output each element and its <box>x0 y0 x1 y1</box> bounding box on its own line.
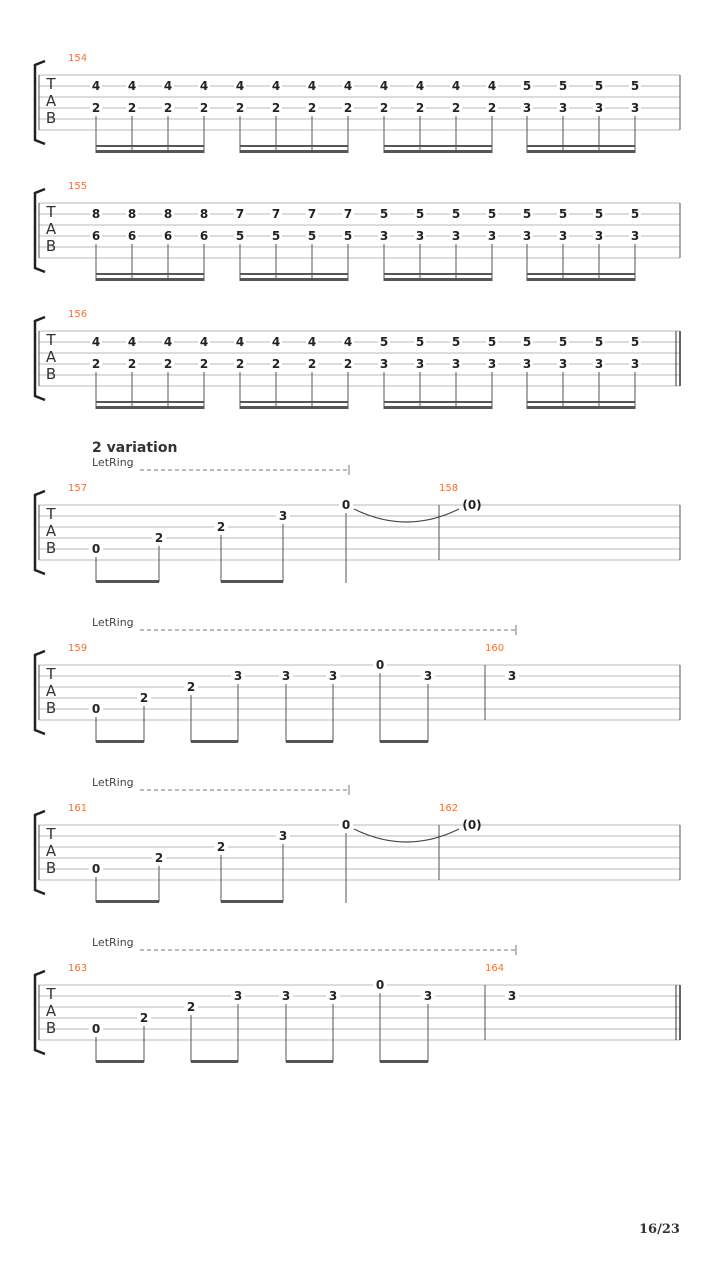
fret-number: 5 <box>594 79 604 93</box>
fret-number: 2 <box>127 357 137 371</box>
system-bracket <box>35 811 45 894</box>
fret-number: 5 <box>271 229 281 243</box>
fret-number: 5 <box>558 79 568 93</box>
fret-number: 4 <box>235 335 245 349</box>
measure-number: 156 <box>68 309 88 320</box>
fret-number: 3 <box>507 989 517 1003</box>
fret-number: (0) <box>462 818 482 832</box>
fret-number: (0) <box>462 498 482 512</box>
fret-number: 5 <box>451 207 461 221</box>
beam <box>527 150 635 153</box>
tab-clef-letter: B <box>45 109 57 127</box>
let-ring-label: LetRing <box>92 616 134 629</box>
beam <box>527 273 635 275</box>
beam <box>96 580 159 583</box>
beam <box>240 145 348 147</box>
fret-number: 2 <box>186 680 196 694</box>
fret-number: 3 <box>451 229 461 243</box>
fret-number: 2 <box>235 101 245 115</box>
fret-number: 2 <box>154 851 164 865</box>
beam <box>384 145 492 147</box>
measure-number: 164 <box>485 963 505 974</box>
system-bracket <box>35 317 45 400</box>
tab-clef-letter: A <box>45 682 57 700</box>
beam <box>96 150 204 153</box>
beam <box>380 740 428 743</box>
fret-number: 2 <box>163 101 173 115</box>
fret-number: 3 <box>328 989 338 1003</box>
measure-number: 154 <box>68 53 88 64</box>
tab-clef-letter: A <box>45 522 57 540</box>
measure-number: 157 <box>68 483 88 494</box>
fret-number: 0 <box>375 658 385 672</box>
fret-number: 2 <box>91 101 101 115</box>
beam <box>96 401 204 403</box>
fret-number: 2 <box>186 1000 196 1014</box>
fret-number: 5 <box>235 229 245 243</box>
tab-clef-letter: T <box>46 505 56 523</box>
beam <box>240 273 348 275</box>
fret-number: 0 <box>91 542 101 556</box>
fret-number: 4 <box>271 335 281 349</box>
beam <box>96 740 144 743</box>
tab-clef-letter: T <box>46 825 56 843</box>
fret-number: 5 <box>522 79 532 93</box>
fret-number: 3 <box>379 229 389 243</box>
fret-number: 3 <box>522 357 532 371</box>
tab-clef-letter: A <box>45 92 57 110</box>
fret-number: 5 <box>594 207 604 221</box>
fret-number: 2 <box>91 357 101 371</box>
fret-number: 4 <box>199 79 209 93</box>
let-ring-label: LetRing <box>92 776 134 789</box>
fret-number: 3 <box>328 669 338 683</box>
fret-number: 8 <box>127 207 137 221</box>
section-label: 2 variation <box>92 440 178 456</box>
beam <box>527 145 635 147</box>
fret-number: 3 <box>507 669 517 683</box>
fret-number: 3 <box>379 357 389 371</box>
beam <box>384 273 492 275</box>
measure-number: 163 <box>68 963 88 974</box>
fret-number: 2 <box>163 357 173 371</box>
fret-number: 2 <box>487 101 497 115</box>
fret-number: 4 <box>91 335 101 349</box>
fret-number: 0 <box>91 862 101 876</box>
fret-number: 4 <box>307 335 317 349</box>
fret-number: 3 <box>522 101 532 115</box>
fret-number: 0 <box>91 1022 101 1036</box>
fret-number: 5 <box>487 207 497 221</box>
tab-clef-letter: B <box>45 365 57 383</box>
beam <box>527 278 635 281</box>
let-ring-label: LetRing <box>92 456 134 469</box>
beam <box>96 145 204 147</box>
fret-number: 5 <box>451 335 461 349</box>
fret-number: 4 <box>271 79 281 93</box>
fret-number: 2 <box>307 357 317 371</box>
beam <box>96 1060 144 1063</box>
tab-clef-letter: A <box>45 348 57 366</box>
beam <box>96 406 204 409</box>
fret-number: 3 <box>630 357 640 371</box>
fret-number: 7 <box>343 207 353 221</box>
fret-number: 2 <box>343 357 353 371</box>
fret-number: 5 <box>415 335 425 349</box>
fret-number: 3 <box>487 229 497 243</box>
fret-number: 4 <box>487 79 497 93</box>
beam <box>384 278 492 281</box>
tab-clef-letter: B <box>45 237 57 255</box>
tab-clef-letter: A <box>45 1002 57 1020</box>
fret-number: 6 <box>163 229 173 243</box>
fret-number: 5 <box>415 207 425 221</box>
fret-number: 5 <box>558 335 568 349</box>
fret-number: 4 <box>235 79 245 93</box>
fret-number: 4 <box>163 79 173 93</box>
beam <box>240 278 348 281</box>
fret-number: 5 <box>522 207 532 221</box>
fret-number: 3 <box>630 101 640 115</box>
measure-number: 161 <box>68 803 88 814</box>
system-bracket <box>35 491 45 574</box>
beam <box>384 150 492 153</box>
fret-number: 3 <box>281 669 291 683</box>
fret-number: 7 <box>271 207 281 221</box>
fret-number: 5 <box>630 207 640 221</box>
tab-clef-letter: T <box>46 331 56 349</box>
beam <box>527 406 635 409</box>
fret-number: 2 <box>379 101 389 115</box>
fret-number: 2 <box>139 1011 149 1025</box>
fret-number: 3 <box>594 357 604 371</box>
system-bracket <box>35 971 45 1054</box>
fret-number: 2 <box>139 691 149 705</box>
beam <box>240 406 348 409</box>
fret-number: 6 <box>91 229 101 243</box>
fret-number: 0 <box>341 498 351 512</box>
fret-number: 8 <box>91 207 101 221</box>
fret-number: 8 <box>163 207 173 221</box>
fret-number: 5 <box>379 335 389 349</box>
fret-number: 3 <box>278 829 288 843</box>
measure-number: 159 <box>68 643 88 654</box>
tab-clef-letter: B <box>45 539 57 557</box>
fret-number: 3 <box>594 101 604 115</box>
system-bracket <box>35 61 45 144</box>
fret-number: 6 <box>127 229 137 243</box>
fret-number: 4 <box>307 79 317 93</box>
fret-number: 7 <box>235 207 245 221</box>
fret-number: 5 <box>307 229 317 243</box>
tab-clef-letter: T <box>46 665 56 683</box>
fret-number: 2 <box>415 101 425 115</box>
measure-number: 155 <box>68 181 88 192</box>
tab-clef-letter: T <box>46 75 56 93</box>
fret-number: 3 <box>415 357 425 371</box>
fret-number: 3 <box>630 229 640 243</box>
fret-number: 4 <box>91 79 101 93</box>
let-ring-label: LetRing <box>92 936 134 949</box>
fret-number: 4 <box>379 79 389 93</box>
fret-number: 3 <box>423 989 433 1003</box>
beam <box>191 740 238 743</box>
tab-clef-letter: B <box>45 1019 57 1037</box>
tab-clef-letter: A <box>45 220 57 238</box>
fret-number: 3 <box>423 669 433 683</box>
fret-number: 2 <box>199 101 209 115</box>
fret-number: 3 <box>281 989 291 1003</box>
system-bracket <box>35 651 45 734</box>
fret-number: 3 <box>451 357 461 371</box>
fret-number: 2 <box>127 101 137 115</box>
fret-number: 2 <box>271 101 281 115</box>
beam <box>384 406 492 409</box>
fret-number: 3 <box>487 357 497 371</box>
beam <box>286 740 333 743</box>
beam <box>286 1060 333 1063</box>
fret-number: 2 <box>216 840 226 854</box>
beam <box>240 401 348 403</box>
fret-number: 5 <box>594 335 604 349</box>
fret-number: 0 <box>375 978 385 992</box>
beam <box>527 401 635 403</box>
fret-number: 3 <box>233 989 243 1003</box>
fret-number: 2 <box>154 531 164 545</box>
beam <box>384 401 492 403</box>
fret-number: 4 <box>127 79 137 93</box>
beam <box>380 1060 428 1063</box>
fret-number: 5 <box>343 229 353 243</box>
fret-number: 0 <box>341 818 351 832</box>
fret-number: 0 <box>91 702 101 716</box>
fret-number: 5 <box>630 79 640 93</box>
fret-number: 2 <box>235 357 245 371</box>
beam <box>240 150 348 153</box>
tab-clef-letter: A <box>45 842 57 860</box>
beam <box>96 273 204 275</box>
tab-clef-letter: B <box>45 699 57 717</box>
fret-number: 3 <box>558 357 568 371</box>
beam <box>221 580 283 583</box>
fret-number: 2 <box>199 357 209 371</box>
beam <box>221 900 283 903</box>
fret-number: 4 <box>343 79 353 93</box>
fret-number: 5 <box>379 207 389 221</box>
fret-number: 2 <box>307 101 317 115</box>
fret-number: 3 <box>594 229 604 243</box>
fret-number: 4 <box>451 79 461 93</box>
fret-number: 4 <box>127 335 137 349</box>
fret-number: 5 <box>487 335 497 349</box>
fret-number: 8 <box>199 207 209 221</box>
tab-clef-letter: B <box>45 859 57 877</box>
fret-number: 5 <box>522 335 532 349</box>
fret-number: 4 <box>343 335 353 349</box>
fret-number: 4 <box>199 335 209 349</box>
fret-number: 3 <box>558 229 568 243</box>
fret-number: 2 <box>343 101 353 115</box>
fret-number: 2 <box>451 101 461 115</box>
fret-number: 6 <box>199 229 209 243</box>
fret-number: 4 <box>415 79 425 93</box>
fret-number: 3 <box>522 229 532 243</box>
system-bracket <box>35 189 45 272</box>
fret-number: 3 <box>278 509 288 523</box>
fret-number: 4 <box>163 335 173 349</box>
fret-number: 3 <box>415 229 425 243</box>
beam <box>96 900 159 903</box>
fret-number: 3 <box>558 101 568 115</box>
fret-number: 5 <box>558 207 568 221</box>
tab-clef-letter: T <box>46 985 56 1003</box>
tab-clef-letter: T <box>46 203 56 221</box>
measure-number: 162 <box>439 803 459 814</box>
measure-number: 158 <box>439 483 459 494</box>
fret-number: 3 <box>233 669 243 683</box>
measure-number: 160 <box>485 643 505 654</box>
beam <box>96 278 204 281</box>
page-number: 16/23 <box>639 1222 680 1237</box>
fret-number: 2 <box>216 520 226 534</box>
beam <box>191 1060 238 1063</box>
fret-number: 7 <box>307 207 317 221</box>
fret-number: 2 <box>271 357 281 371</box>
fret-number: 5 <box>630 335 640 349</box>
